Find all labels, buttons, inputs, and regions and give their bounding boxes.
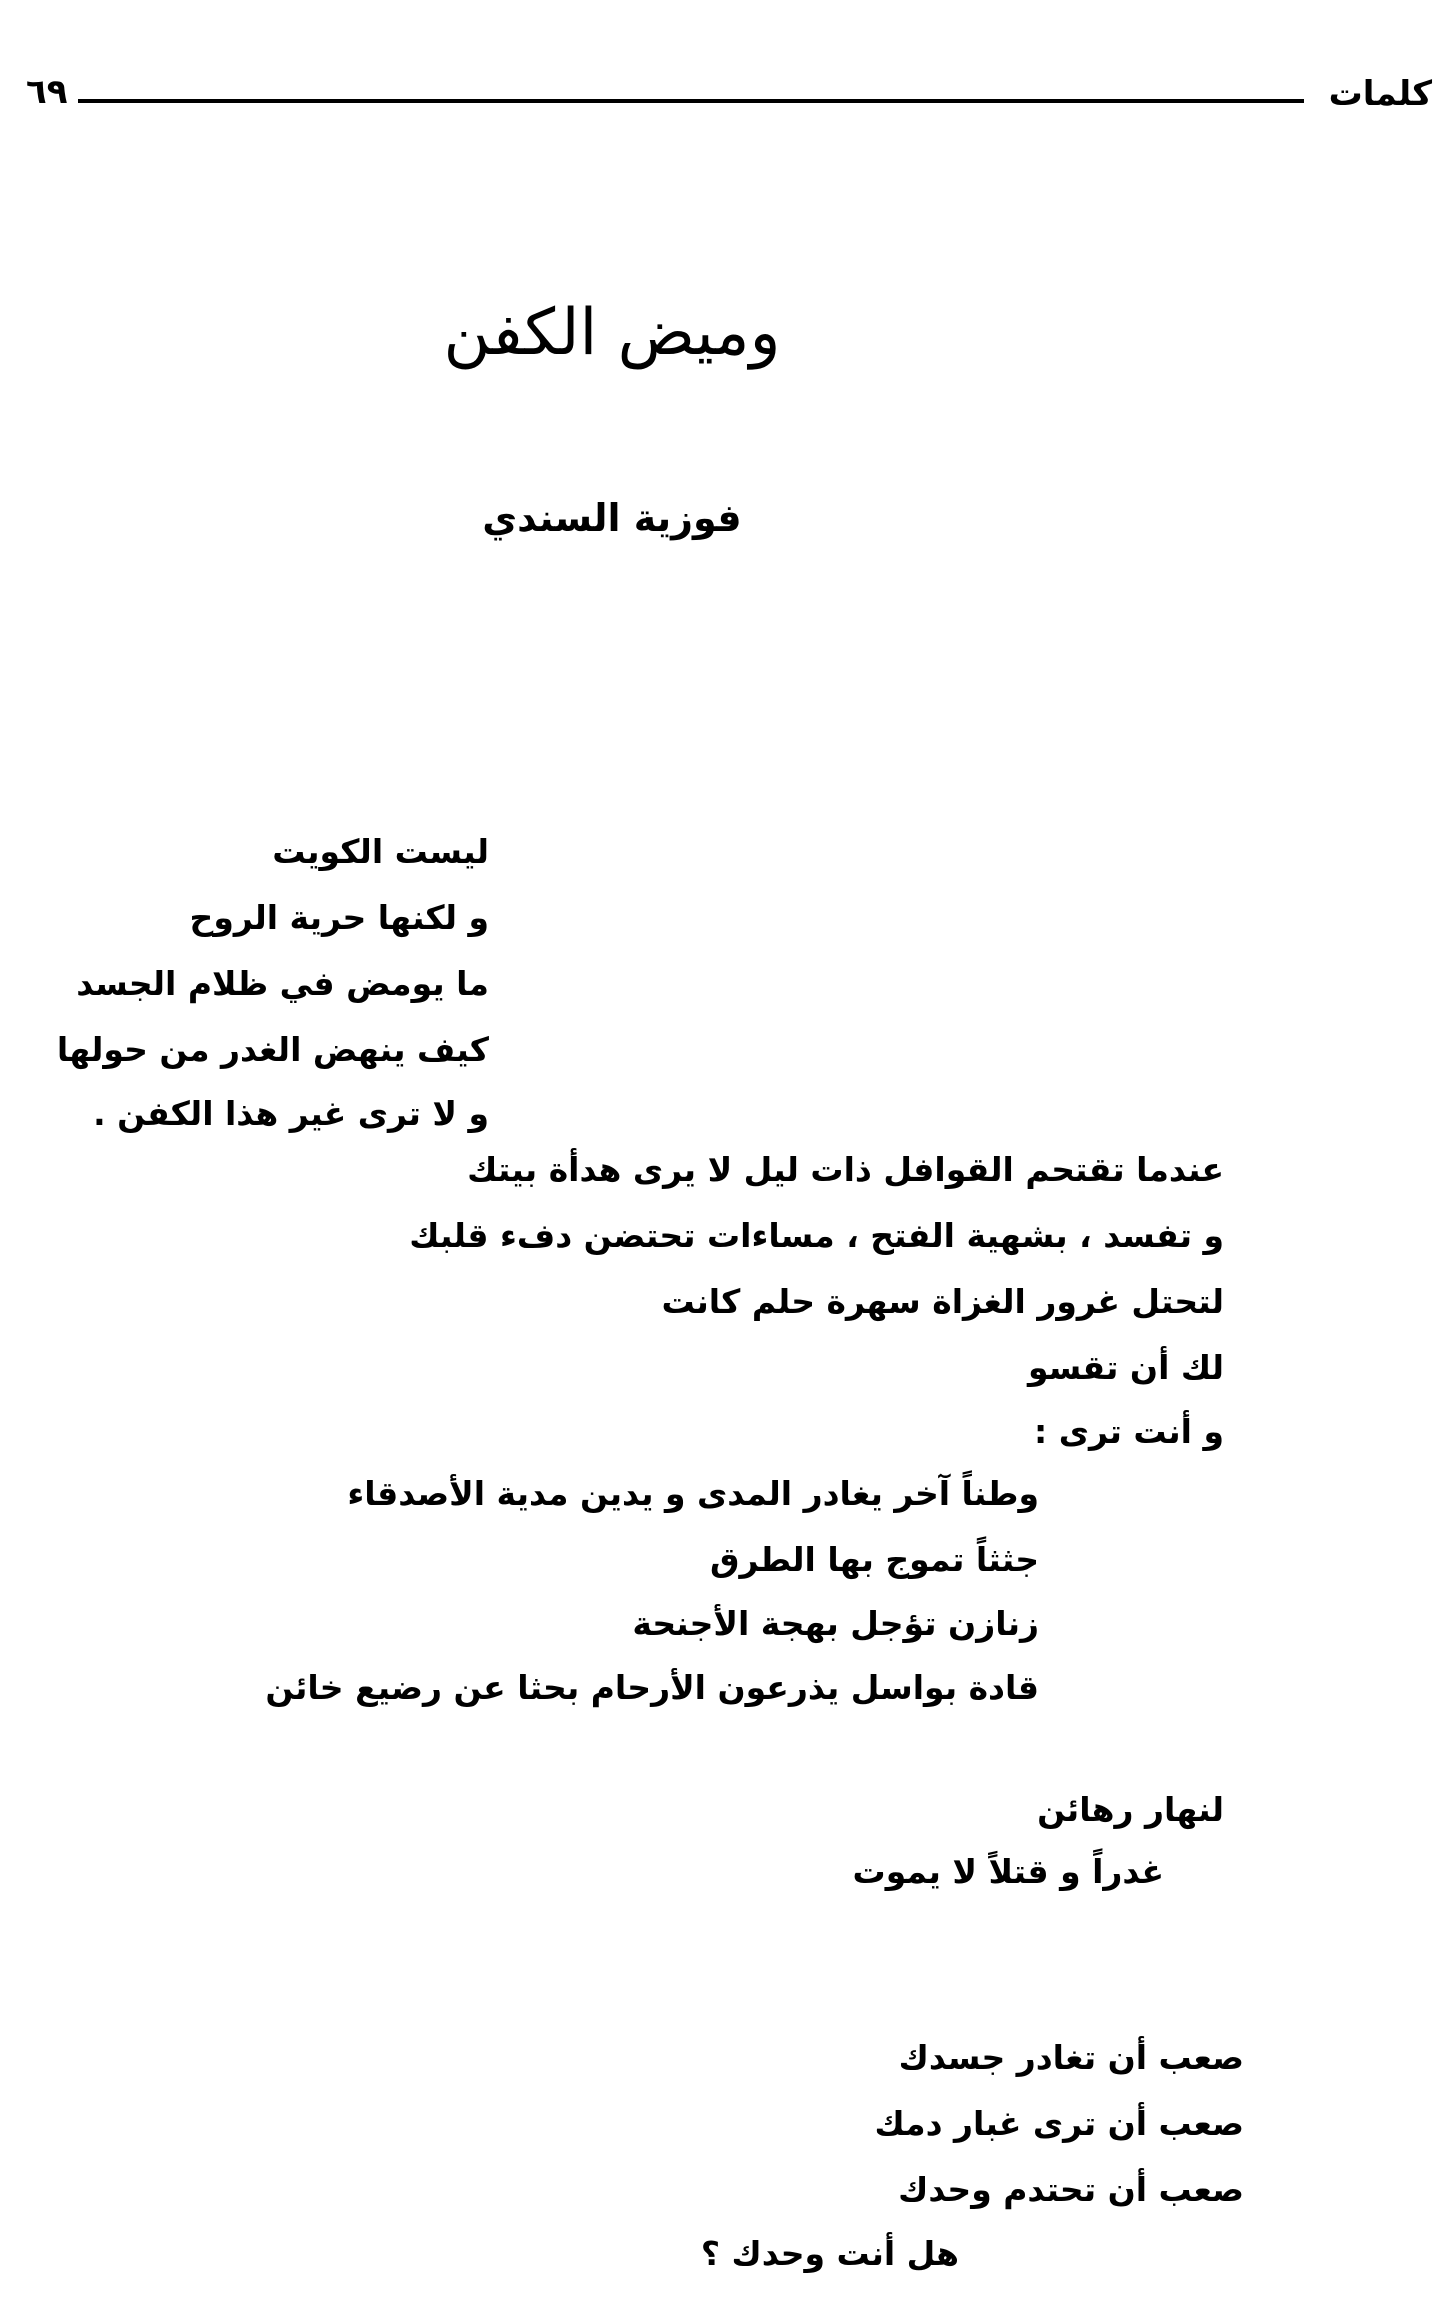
page-number: ٦٩: [26, 72, 68, 112]
running-header-title: كلمات: [1328, 74, 1432, 114]
poem-line: صعب أن تحتدم وحدك: [898, 2170, 1244, 2209]
poem-line: صعب أن تغادر جسدك: [898, 2038, 1244, 2077]
poem-line: صعب أن ترى غبار دمك: [874, 2104, 1244, 2143]
poem-line: قادة بواسل يذرعون الأرحام بحثا عن رضيع خائن: [265, 1668, 1039, 1707]
poem-line: لنهار رهائن: [1037, 1790, 1224, 1829]
poem-line: زنازن تؤجل بهجة الأجنحة: [632, 1604, 1039, 1643]
poem-line: وطناً آخر يغادر المدى و يدين مدية الأصدقاء: [347, 1474, 1039, 1513]
poem-author: فوزية السندي: [482, 496, 742, 540]
poem-line: ليست الكويت: [272, 832, 489, 871]
poem-line: ما يومض في ظلام الجسد: [76, 964, 489, 1003]
poem-line: و تفسد ، بشهية الفتح ، مساءات تحتضن دفء قلبك: [409, 1216, 1224, 1255]
poem-line: و لا ترى غير هذا الكفن .: [93, 1094, 489, 1133]
poem-line: كيف ينهض الغدر من حولها: [56, 1030, 489, 1069]
poem-line: و أنت ترى :: [1034, 1412, 1224, 1451]
poem-line: هل أنت وحدك ؟: [700, 2234, 959, 2273]
poem-line: عندما تقتحم القوافل ذات ليل لا يرى هدأة بيتك: [467, 1150, 1224, 1189]
poem-line: لك أن تقسو: [1028, 1348, 1224, 1387]
poem-line: لتحتل غرور الغزاة سهرة حلم كانت: [661, 1282, 1224, 1321]
poem-line: جثثاً تموج بها الطرق: [709, 1540, 1039, 1579]
poem-title: وميض الكفن: [443, 296, 781, 370]
header-rule: [78, 99, 1304, 103]
poem-line: غدراً و قتلاً لا يموت: [852, 1852, 1164, 1891]
poem-line: و لكنها حرية الروح: [189, 898, 489, 937]
